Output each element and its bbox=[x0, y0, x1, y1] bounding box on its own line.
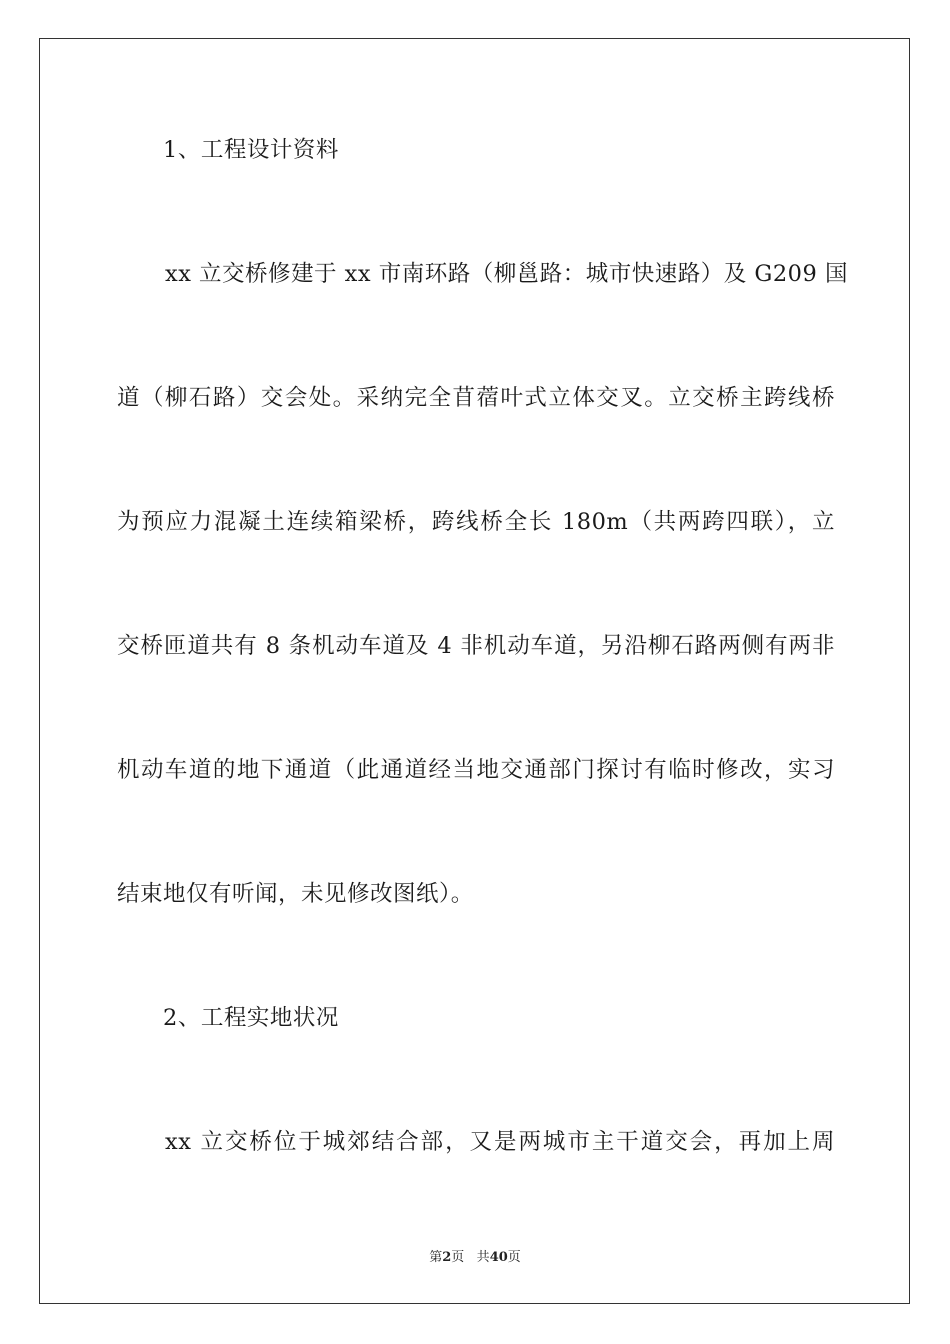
page-prefix: 第 bbox=[429, 1250, 443, 1265]
paragraph-line: xx 立交桥修建于 xx 市南环路（柳邕路：城市快速路）及 G209 国 bbox=[165, 261, 848, 287]
paragraph-line: 机动车道的地下通道（此通道经当地交通部门探讨有临时修改，实习 bbox=[117, 757, 835, 783]
paragraph-line: 为预应力混凝土连续箱梁桥，跨线桥全长 180m（共两跨四联），立 bbox=[117, 509, 835, 535]
total-prefix: 共 bbox=[476, 1250, 490, 1265]
page-number: 2 bbox=[442, 1250, 452, 1265]
paragraph-line: 道（柳石路）交会处。采纳完全苜蓿叶式立体交叉。立交桥主跨线桥 bbox=[117, 385, 835, 411]
page-suffix: 页 bbox=[451, 1250, 465, 1265]
section-heading-2: 2、工程实地状况 bbox=[163, 1005, 339, 1031]
paragraph-line: 结束地仅有听闻，未见修改图纸）。 bbox=[117, 881, 474, 907]
paragraph-line: xx 立交桥位于城郊结合部，又是两城市主干道交会，再加上周 bbox=[165, 1129, 835, 1155]
page-footer bbox=[0, 1246, 950, 1265]
total-pages: 40 bbox=[489, 1250, 508, 1265]
paragraph-line: 交桥匝道共有 8 条机动车道及 4 非机动车道，另沿柳石路两侧有两非 bbox=[117, 633, 835, 659]
section-heading-1: 1、工程设计资料 bbox=[163, 137, 339, 163]
total-suffix: 页 bbox=[507, 1250, 521, 1265]
